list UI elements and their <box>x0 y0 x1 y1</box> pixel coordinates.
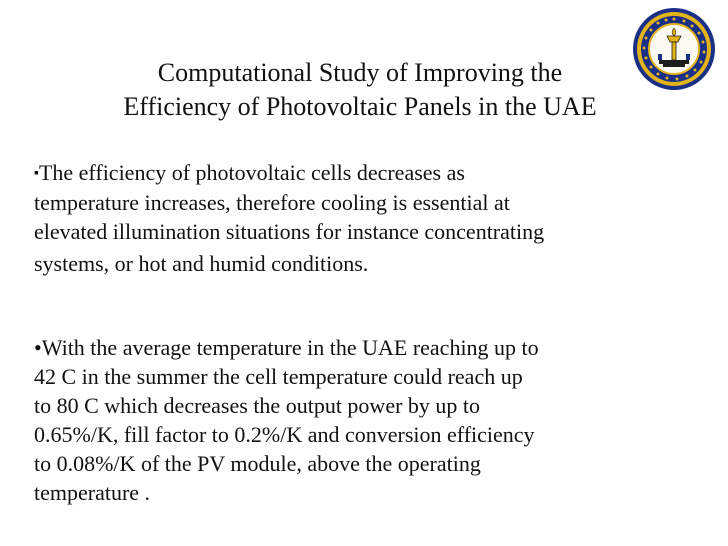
bullet-2-line-4: 0.65%/K, fill factor to 0.2%/K and conversion efficiency <box>34 422 535 447</box>
bullet-2 <box>34 333 714 507</box>
square-bullet-icon: ▪ <box>34 166 39 181</box>
bullet-2-line-5: to 0.08%/K of the PV module, above the operating <box>34 451 481 476</box>
bullet-1-line-2: temperature increases, therefore cooling is essential at <box>34 190 510 215</box>
title-line-1: Computational Study of Improving the <box>157 58 563 87</box>
bullet-1-line-1: ▪The efficiency of photovoltaic cells decreases as <box>34 160 465 185</box>
bullet-2-line-3: to 80 C which decreases the output power by up to <box>34 393 481 418</box>
bullet-2-line-6: temperature . <box>34 480 151 505</box>
university-seal-icon <box>631 6 717 92</box>
round-bullet-icon: • <box>34 335 42 360</box>
bullet-1 <box>34 158 714 278</box>
bullet-1-line-3: elevated illumination situations for instance concentrating <box>34 219 545 244</box>
bullet-1-line-4: systems, or hot and humid conditions. <box>34 251 369 276</box>
bullet-2-line-2: 42 C in the summer the cell temperature could reach up <box>34 364 523 389</box>
slide-title <box>40 56 680 124</box>
title-line-2: Efficiency of Photovoltaic Panels in the UAE <box>123 92 597 121</box>
bullet-2-line-1: •With the average temperature in the UAE reaching up to <box>34 335 539 360</box>
